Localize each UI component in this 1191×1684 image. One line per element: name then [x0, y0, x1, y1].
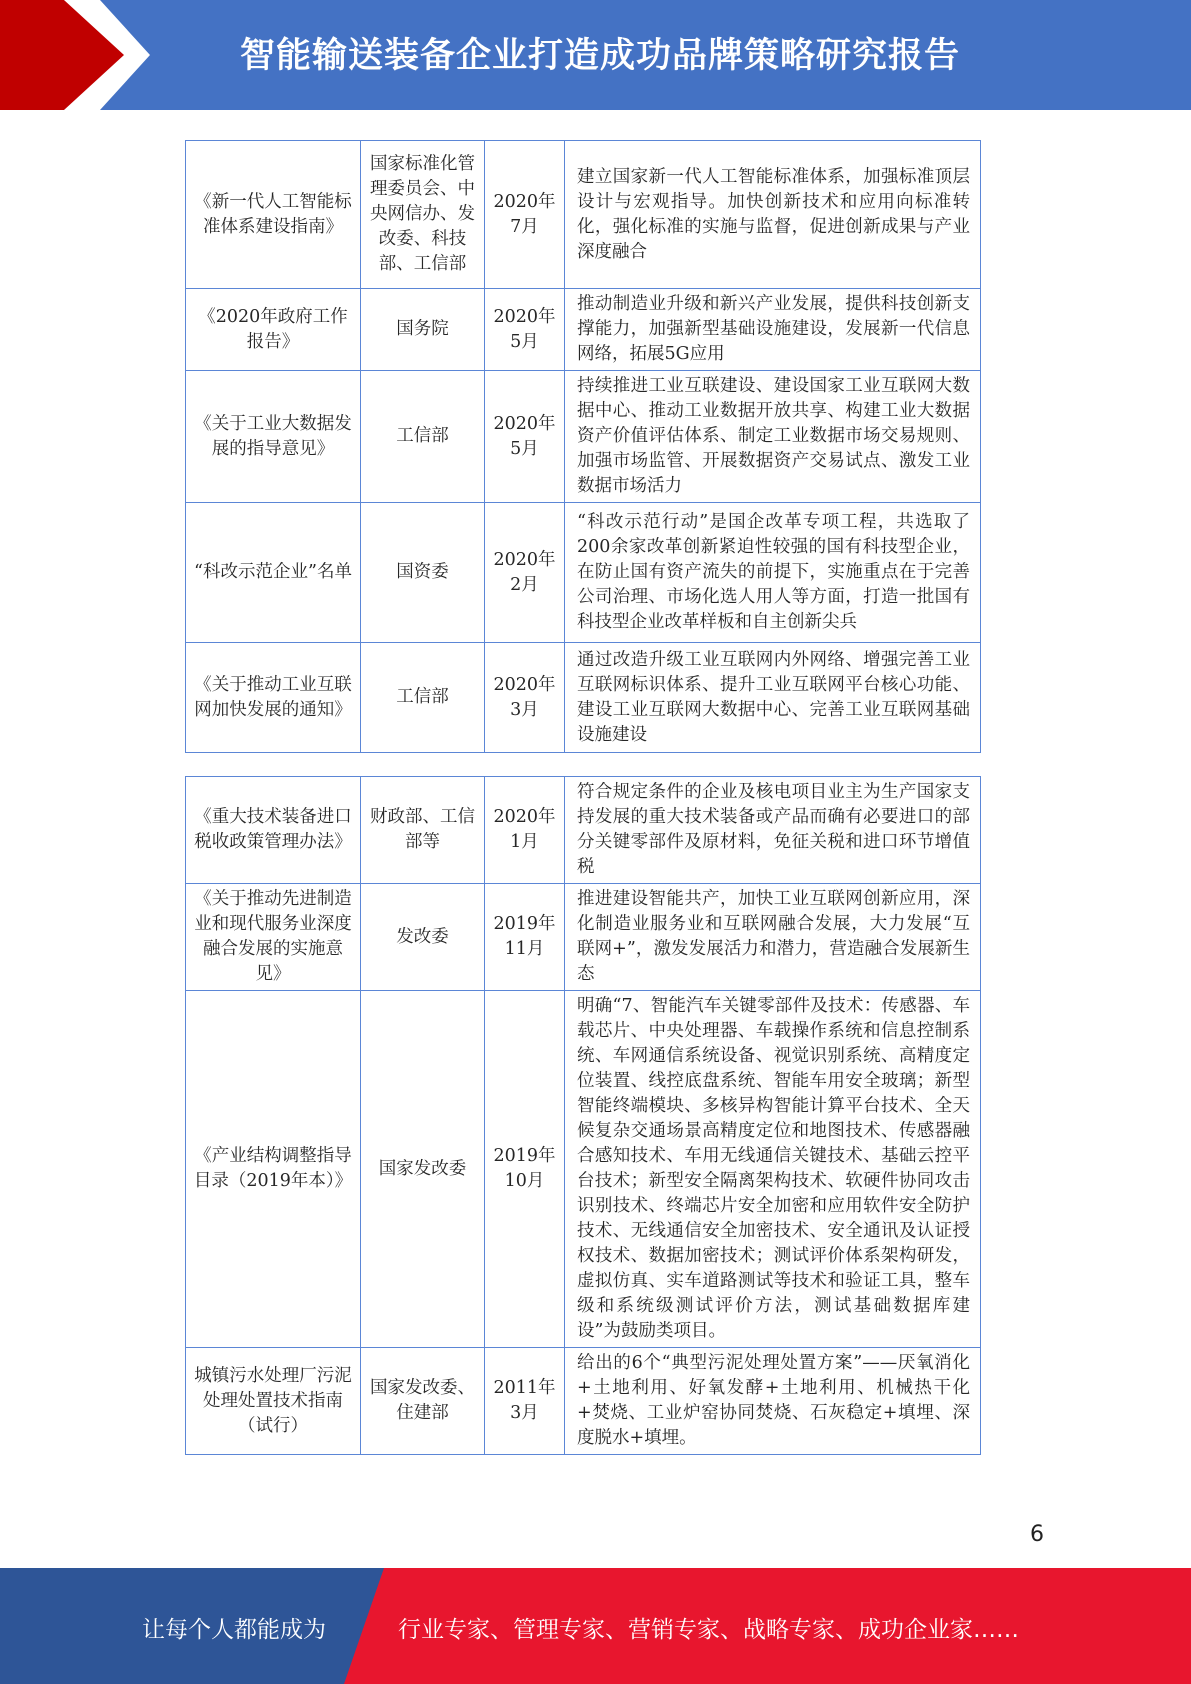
policy-content: 推动制造业升级和新兴产业发展，提供科技创新支撑能力，加强新型基础设施建设，发展新一代信息网络，拓展5G应用 [565, 289, 981, 371]
policy-name: 《重大技术装备进口税收政策管理办法》 [186, 777, 361, 884]
policy-name: 《关于推动先进制造业和现代服务业深度融合发展的实施意见》 [186, 884, 361, 991]
table-row [186, 141, 981, 289]
policy-name: 《关于推动工业互联网加快发展的通知》 [186, 643, 361, 753]
policy-issuer: 国家标准化管理委员会、中央网信办、发改委、科技部、工信部 [361, 141, 485, 289]
policy-table-2 [185, 776, 981, 1455]
table-row [186, 884, 981, 991]
policy-date: 2020年1月 [485, 777, 565, 884]
page-number: 6 [1030, 1522, 1044, 1547]
policy-name: “科改示范企业”名单 [186, 503, 361, 643]
policy-issuer: 国务院 [361, 289, 485, 371]
policy-issuer: 国资委 [361, 503, 485, 643]
page-footer [0, 1568, 1191, 1684]
policy-issuer: 财政部、工信部等 [361, 777, 485, 884]
policy-date: 2019年10月 [485, 991, 565, 1348]
policy-content: “科改示范行动”是国企改革专项工程，共选取了200余家改革创新紧迫性较强的国有科技型企业，在防止国有资产流失的前提下，实施重点在于完善公司治理、市场化选人用人等方面，打造一批国有科技型企业改革样板和自主创新尖兵 [565, 503, 981, 643]
policy-issuer: 工信部 [361, 371, 485, 503]
table-row [186, 1348, 981, 1455]
table-row [186, 371, 981, 503]
policy-issuer: 国家发改委、住建部 [361, 1348, 485, 1455]
policy-name: 《产业结构调整指导目录（2019年本）》 [186, 991, 361, 1348]
policy-date: 2020年5月 [485, 289, 565, 371]
policy-content: 推进建设智能共产，加快工业互联网创新应用，深化制造业服务业和互联网融合发展，大力发展“互联网+”，激发发展活力和潜力，营造融合发展新生态 [565, 884, 981, 991]
table-row [186, 643, 981, 753]
policy-issuer: 国家发改委 [361, 991, 485, 1348]
page-header [0, 0, 1191, 110]
policy-content: 持续推进工业互联建设、建设国家工业互联网大数据中心、推动工业数据开放共享、构建工业大数据资产价值评估体系、制定工业数据市场交易规则、加强市场监管、开展数据资产交易试点、激发工业数据市场活力 [565, 371, 981, 503]
table-row [186, 503, 981, 643]
policy-date: 2020年3月 [485, 643, 565, 753]
policy-content: 给出的6个“典型污泥处理处置方案”——厌氧消化+土地利用、好氧发酵+土地利用、机械热干化+焚烧、工业炉窑协同焚烧、石灰稳定+填埋、深度脱水+填埋。 [565, 1348, 981, 1455]
report-title: 智能输送装备企业打造成功品牌策略研究报告 [240, 36, 961, 76]
policy-date: 2019年11月 [485, 884, 565, 991]
policy-name: 《新一代人工智能标准体系建设指南》 [186, 141, 361, 289]
footer-slogan-right: 行业专家、管理专家、营销专家、战略专家、成功企业家…… [398, 1617, 1019, 1643]
policy-name: 《关于工业大数据发展的指导意见》 [186, 371, 361, 503]
policy-date: 2011年3月 [485, 1348, 565, 1455]
policy-date: 2020年5月 [485, 371, 565, 503]
policy-name: 城镇污水处理厂污泥处理处置技术指南（试行） [186, 1348, 361, 1455]
policy-date: 2020年2月 [485, 503, 565, 643]
table-row [186, 289, 981, 371]
policy-content: 符合规定条件的企业及核电项目业主为生产国家支持发展的重大技术装备或产品而确有必要进口的部分关键零部件及原材料，免征关税和进口环节增值税 [565, 777, 981, 884]
policy-issuer: 工信部 [361, 643, 485, 753]
policy-issuer: 发改委 [361, 884, 485, 991]
table-row [186, 777, 981, 884]
policy-content: 通过改造升级工业互联网内外网络、增强完善工业互联网标识体系、提升工业互联网平台核心功能、建设工业互联网大数据中心、完善工业互联网基础设施建设 [565, 643, 981, 753]
policy-content: 建立国家新一代人工智能标准体系，加强标准顶层设计与宏观指导。加快创新技术和应用向标准转化，强化标准的实施与监督，促进创新成果与产业深度融合 [565, 141, 981, 289]
table-row [186, 991, 981, 1348]
footer-slogan-left: 让每个人都能成为 [142, 1617, 326, 1643]
policy-date: 2020年7月 [485, 141, 565, 289]
policy-table-1 [185, 140, 981, 753]
policy-content: 明确“7、智能汽车关键零部件及技术：传感器、车载芯片、中央处理器、车载操作系统和信息控制系统、车网通信系统设备、视觉识别系统、高精度定位装置、线控底盘系统、智能车用安全玻璃；新型智能终端模块、多核异构智能计算平台技术、全天候复杂交通场景高精度定位和地图技术、传感器融合感知技术、车用无线通信关键技术、基础云控平台技术；新型安全隔离架构技术、软硬件协同攻击识别技术、终端芯片安全加密和应用软件安全防护技术、无线通信安全加密技术、安全通讯及认证授权技术、数据加密技术；测试评价体系架构研发，虚拟仿真、实车道路测试等技术和验证工具，整车级和系统级测试评价方法，测试基础数据库建设”为鼓励类项目。 [565, 991, 981, 1348]
policy-name: 《2020年政府工作报告》 [186, 289, 361, 371]
